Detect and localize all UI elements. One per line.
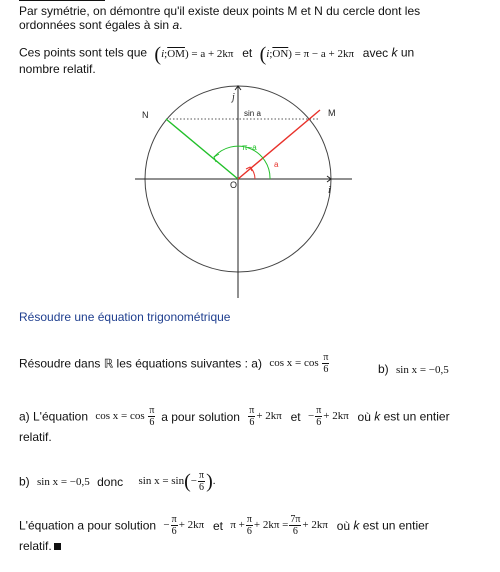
sol-a-mid: a pour solution bbox=[161, 409, 240, 424]
intro-line4: nombre relatif. bbox=[19, 62, 96, 76]
sol-a-s1-tail: + 2kπ bbox=[256, 410, 282, 423]
sol-a-eq-frac bbox=[148, 405, 155, 428]
sol-b-label: b) bbox=[19, 474, 30, 489]
eq-on: $(i;\overline{ON}) = \pi - a + 2k\pi$ bbox=[259, 43, 355, 65]
et-1: et bbox=[242, 45, 253, 60]
exercise-eq-b: sin x = −0,5 bbox=[396, 364, 449, 376]
final-s2-tail: + 2kπ bbox=[302, 519, 328, 532]
sol-b-eq: sin x = −0,5 bbox=[37, 475, 90, 488]
eq-om: $(i;\overline{OM}) = a + 2k\pi$ bbox=[154, 43, 234, 65]
eq-om-rhs: ) = a + 2kπ bbox=[184, 47, 234, 60]
final-ou: où bbox=[336, 518, 351, 533]
frac-den: 6 bbox=[246, 526, 252, 537]
sol-a-s1-frac bbox=[248, 405, 255, 428]
sol-a-tail: est un entier bbox=[383, 409, 450, 424]
sol-a-eq-lhs: cos x = cos bbox=[95, 410, 145, 423]
radius-on bbox=[166, 119, 238, 179]
final-s2-head: π + bbox=[230, 519, 245, 532]
label-pi-minus-a: π−a bbox=[242, 143, 257, 152]
sol-a-label: a) L'équation bbox=[19, 409, 89, 424]
frac-num: π bbox=[246, 514, 252, 525]
sol-b-rhs bbox=[138, 470, 216, 493]
exercise-eq-a-lhs: cos x = cos bbox=[269, 357, 319, 370]
eq-on-i: i bbox=[266, 47, 270, 60]
frac-num: π bbox=[149, 405, 155, 416]
final-s1-tail: + 2kπ bbox=[178, 519, 205, 532]
frac-den: 6 bbox=[292, 526, 298, 537]
label-a: a bbox=[274, 160, 279, 169]
section-title: Résoudre une équation trigonométrique bbox=[19, 310, 231, 324]
paren-close-3: ) bbox=[206, 470, 213, 493]
final-k: k bbox=[353, 518, 360, 533]
frac-den: 6 bbox=[323, 364, 329, 375]
final-s1-minus: − bbox=[163, 519, 170, 532]
exercise-b-label: b) bbox=[378, 362, 389, 376]
top-rule bbox=[19, 0, 105, 1]
unit-circle-figure bbox=[130, 80, 360, 306]
paren-open: ( bbox=[154, 43, 162, 65]
exercise-eq-a-frac bbox=[322, 352, 329, 375]
sol-b-line bbox=[19, 470, 216, 493]
final-s2-mid: + 2kπ = bbox=[253, 519, 289, 532]
sol-a-eq bbox=[95, 405, 159, 428]
paren-open-2: ( bbox=[259, 43, 267, 65]
eq-on-vec: $\overline{ON}$ bbox=[272, 47, 289, 60]
frac-num: 7π bbox=[290, 514, 301, 525]
sol-a-s1 bbox=[247, 405, 284, 428]
final-s2 bbox=[230, 514, 330, 537]
frac-den: 6 bbox=[199, 482, 205, 493]
eq-om-i: i bbox=[161, 47, 165, 60]
sol-a-s2-tail: + 2kπ bbox=[323, 410, 349, 423]
exercise-line bbox=[19, 352, 330, 375]
avec-k: k bbox=[391, 45, 398, 60]
sol-a-line bbox=[19, 405, 450, 428]
sol-a-s2-frac bbox=[315, 405, 322, 428]
label-O: O bbox=[230, 180, 238, 190]
label-sin-a: sin a bbox=[244, 109, 261, 118]
intro-var-a: a bbox=[172, 18, 180, 32]
sol-b-rhs-frac bbox=[198, 470, 205, 493]
sol-a-et: et bbox=[290, 409, 301, 424]
qed-square-icon bbox=[54, 543, 61, 550]
eq-on-rhs: ) = π − a + 2kπ bbox=[288, 47, 355, 60]
final-s2-frac2 bbox=[289, 514, 301, 537]
final-tail: est un entier bbox=[362, 518, 429, 533]
frac-den: 6 bbox=[149, 417, 155, 428]
final-line2 bbox=[19, 539, 61, 553]
intro-line2 bbox=[19, 18, 182, 32]
sol-b-rhs-lhs: sin x = sin bbox=[138, 475, 185, 488]
intro-line2a: ordonnées sont égales à sin bbox=[19, 18, 173, 32]
sol-a-line2: relatif. bbox=[19, 430, 52, 444]
points-line bbox=[19, 44, 414, 64]
frac-den: 6 bbox=[249, 417, 255, 428]
exercise-intro: Résoudre dans ℝ les équations suivantes : a) bbox=[19, 356, 262, 371]
paren-open-3: ( bbox=[184, 470, 191, 493]
avec: avec bbox=[362, 45, 389, 60]
frac-num: π bbox=[199, 470, 205, 481]
exercise-eq-a bbox=[269, 352, 330, 375]
sol-b-rhs-minus: − bbox=[190, 475, 198, 488]
frac-den: 6 bbox=[171, 526, 177, 537]
frac-num: π bbox=[323, 352, 329, 363]
frac-num: π bbox=[316, 405, 322, 416]
frac-num: π bbox=[249, 405, 255, 416]
label-M: M bbox=[328, 108, 336, 118]
sol-a-ou: où bbox=[357, 409, 371, 424]
final-pre: L'équation a pour solution bbox=[19, 518, 157, 533]
label-j: j bbox=[232, 92, 235, 103]
final-s1 bbox=[163, 514, 207, 537]
sol-b-donc: donc bbox=[97, 474, 124, 489]
final-s2-frac bbox=[246, 514, 253, 537]
sol-a-k: k bbox=[374, 409, 381, 424]
sol-a-s2-minus: − bbox=[307, 410, 315, 423]
intro-line1: Par symétrie, on démontre qu'il existe deux points M et N du cercle dont les bbox=[19, 4, 421, 18]
exercise-b bbox=[378, 362, 449, 377]
sol-a-s2 bbox=[307, 405, 352, 428]
eq-om-vec: $\overline{OM}$ bbox=[167, 47, 185, 60]
label-i: i bbox=[328, 185, 331, 196]
points-pre: Ces points sont tels que bbox=[19, 45, 148, 60]
frac-den: 6 bbox=[316, 417, 322, 428]
frac-num: π bbox=[171, 514, 177, 525]
avec-un: un bbox=[400, 45, 415, 60]
intro-line2c: . bbox=[179, 18, 183, 32]
label-N: N bbox=[142, 110, 149, 120]
final-s1-frac bbox=[171, 514, 178, 537]
final-et: et bbox=[212, 518, 223, 533]
final-line bbox=[19, 514, 429, 537]
final-line2-text: relatif. bbox=[19, 539, 52, 553]
sol-b-dot: . bbox=[212, 475, 216, 488]
